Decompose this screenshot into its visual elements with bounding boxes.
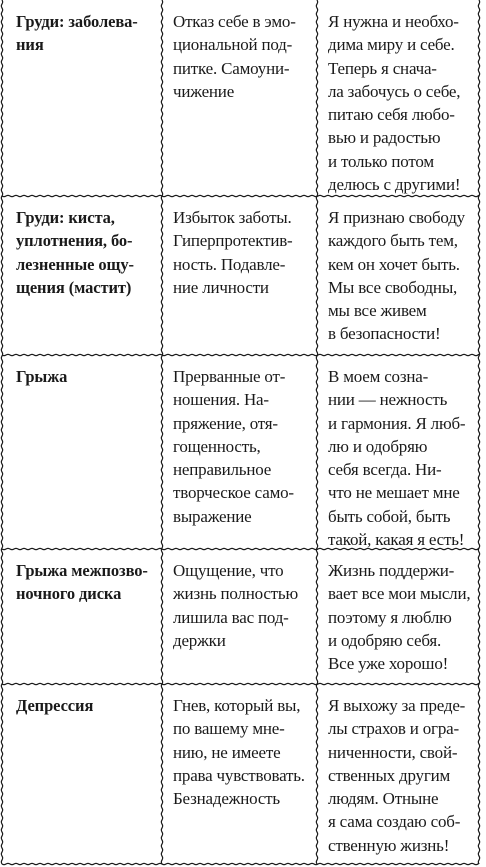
cause-text-line: держки [173, 630, 226, 650]
horizontal-rule [2, 354, 479, 355]
affirmation-text-line: и одобряю себя. [328, 630, 442, 650]
affirmation-text-line: дима миру и себе. [328, 35, 455, 55]
affirmation-text-line: мы все живем [328, 301, 427, 321]
affirmation-text-line: поэтому я люблю [328, 607, 452, 627]
disease-cell [16, 10, 158, 57]
disease-cell [16, 206, 158, 299]
cause-text-line: права чувствовать. [173, 765, 305, 785]
cause-text-line: Прерванные от- [173, 367, 286, 386]
disease-text-line: Грыжа [16, 367, 68, 386]
affirmation-text-line: такой, какая я есть! [328, 530, 465, 550]
affirmation-text-line: нии — нежность [328, 390, 448, 410]
affirmation-text-line: я сама создаю соб- [328, 812, 461, 832]
disease-text-line: уплотнения, бо- [16, 231, 133, 251]
cause-text-line: ние личности [173, 277, 269, 297]
affirmation-text-line: вью и радостью [328, 128, 441, 148]
horizontal-rule [2, 683, 479, 684]
horizontal-rule [2, 863, 479, 864]
cause-text-line: Избыток заботы. [173, 208, 292, 227]
affirmation-text-line: питаю себя любо- [328, 105, 455, 125]
affirmation-text-line: быть собой, быть [328, 506, 451, 526]
cause-text-line: Гнев, который вы, [173, 696, 301, 715]
cause-text-line: пряжение, отя- [173, 413, 278, 433]
affirmation-text-line: и гармония. Я люб- [328, 413, 466, 433]
disease-cell [16, 365, 158, 388]
cause-text-line: Отказ себе в эмо- [173, 12, 296, 31]
affirmation-cell [328, 694, 475, 857]
cause-cell [173, 206, 313, 299]
disease-text-line: ния [16, 35, 44, 55]
disease-text-line: Груди: киста, [16, 208, 115, 227]
cause-text-line: гощенность, [173, 436, 261, 456]
cause-text-line: чижение [173, 81, 235, 101]
cause-text-line: неправильное [173, 460, 272, 480]
affirmation-text-line: ственную жизнь! [328, 835, 450, 855]
affirmation-text-line: себя всегда. Ни- [328, 460, 442, 480]
affirmation-text-line: лю и одобряю [328, 436, 428, 456]
cause-text-line: по вашему мне- [173, 719, 285, 739]
cause-text-line: нию, не имеете [173, 742, 281, 762]
affirmation-cell [328, 206, 475, 346]
affirmation-text-line: вает все мои мысли, [328, 584, 471, 604]
vertical-rule [161, 0, 162, 864]
cause-text-line: выражение [173, 506, 252, 526]
affirmation-text-line: ла забочусь о себе, [328, 81, 461, 101]
affirmation-text-line: Теперь я снача- [328, 58, 437, 78]
cause-cell [173, 559, 313, 652]
disease-text-line: щения (мастит) [16, 277, 132, 297]
disease-text-line: ночного диска [16, 584, 122, 604]
affirmation-text-line: людям. Отныне [328, 789, 439, 809]
cause-text-line: питке. Самоуни- [173, 58, 290, 78]
affirmation-text-line: В моем созна- [328, 367, 429, 386]
disease-text-line: лезненные ощу- [16, 254, 134, 274]
cause-text-line: Гиперпротектив- [173, 231, 293, 251]
vertical-rule [478, 0, 479, 864]
affirmation-text-line: Жизнь поддержи- [328, 561, 455, 580]
affirmation-text-line: каждого быть тем, [328, 231, 458, 251]
cause-cell [173, 365, 313, 528]
disease-text-line: Грыжа межпозво- [16, 561, 148, 580]
affirmation-text-line: делюсь с другими! [328, 175, 461, 195]
affirmation-text-line: лы страхов и огра- [328, 719, 459, 739]
cause-text-line: ношения. На- [173, 390, 269, 410]
cause-text-line: Безнадежность [173, 789, 280, 809]
cause-text-line: Ощущение, что [173, 561, 284, 580]
affirmation-text-line: и только потом [328, 151, 434, 171]
affirmation-text-line: Я выхожу за преде- [328, 696, 466, 715]
disease-text-line: Депрессия [16, 696, 94, 715]
cause-text-line: ность. Подавле- [173, 254, 286, 274]
disease-cell [16, 559, 158, 606]
affirmation-text-line: Я нужна и необхо- [328, 12, 459, 31]
affirmation-cell [328, 10, 475, 196]
affirmation-text-line: ниченности, свой- [328, 742, 458, 762]
disease-text-line: Груди: заболева- [16, 12, 138, 31]
affirmation-text-line: Все уже хорошо! [328, 654, 449, 674]
affirmation-text-line: Мы все свободны, [328, 277, 458, 297]
disease-cell [16, 694, 158, 717]
vertical-rule [316, 0, 317, 864]
cause-text-line: творческое само- [173, 483, 294, 503]
affirmation-cell [328, 365, 475, 551]
affirmation-cell [328, 559, 475, 675]
cause-cell [173, 694, 313, 810]
cause-text-line: жизнь полностью [173, 584, 298, 604]
cause-text-line: циональной под- [173, 35, 293, 55]
vertical-rule [1, 0, 2, 864]
affirmation-text-line: что не мешает мне [328, 483, 460, 503]
affirmation-text-line: в безопасности! [328, 324, 441, 344]
cause-cell [173, 10, 313, 103]
affirmation-text-line: Я признаю свободу [328, 208, 465, 227]
affirmation-text-line: ственных другим [328, 765, 451, 785]
affirmation-text-line: кем он хочет быть. [328, 254, 460, 274]
cause-text-line: лишила вас под- [173, 607, 289, 627]
